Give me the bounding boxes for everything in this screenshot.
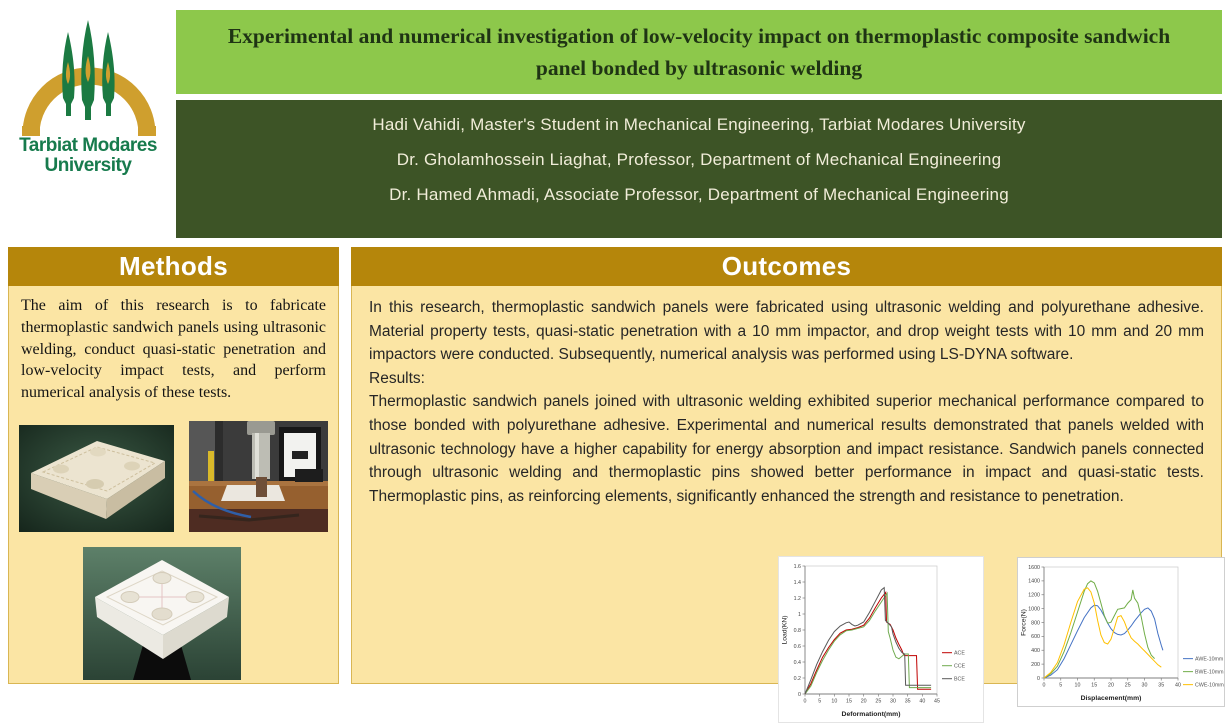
svg-text:20: 20 bbox=[1108, 682, 1114, 689]
svg-text:45: 45 bbox=[934, 698, 940, 705]
svg-text:0.2: 0.2 bbox=[793, 675, 801, 682]
svg-text:10: 10 bbox=[1074, 682, 1081, 689]
svg-text:10: 10 bbox=[831, 698, 838, 705]
svg-text:1600: 1600 bbox=[1028, 564, 1040, 571]
university-name-line2: University bbox=[44, 155, 132, 176]
svg-text:15: 15 bbox=[846, 698, 852, 705]
svg-text:25: 25 bbox=[1124, 682, 1131, 689]
outcomes-body bbox=[351, 286, 1224, 718]
svg-text:Force(N): Force(N) bbox=[1020, 609, 1028, 636]
university-name-line1: Tarbiat Modares bbox=[19, 135, 157, 156]
svg-text:1200: 1200 bbox=[1028, 592, 1040, 599]
penetration-test-rig-photo bbox=[189, 421, 328, 532]
svg-text:AWE-10mm: AWE-10mm bbox=[1195, 656, 1224, 663]
svg-text:15: 15 bbox=[1091, 682, 1098, 689]
author-line-2: Dr. Gholamhossein Liaghat, Professor, Department of Mechanical Engineering bbox=[396, 150, 1002, 169]
author-line-3: Dr. Hamed Ahmadi, Associate Professor, Department of Mechanical Engineering bbox=[389, 185, 1009, 204]
svg-text:30: 30 bbox=[890, 698, 896, 705]
outcomes-header: Outcomes bbox=[351, 247, 1222, 286]
svg-text:1: 1 bbox=[798, 611, 801, 618]
outcomes-paragraph-3: Thermoplastic sandwich panels joined with ultrasonic welding exhibited superior mechanical performance compared to those bonded with polyurethane adhesive. Experimental and numerical results demonstrated that panels welded with ultrasonic technology have a higher capability for energy absorption and impact resistance. Sandwich panels connected through ultrasonic welding and thermoplastic pins showed better performance in impact and quasi-static tests. Thermoplastic pins, as reinforcing elements, significantly enhanced the strength and resistance to penetration. bbox=[369, 393, 1204, 505]
svg-text:600: 600 bbox=[1031, 634, 1040, 641]
load-deformation-chart bbox=[778, 556, 984, 723]
svg-text:ACE: ACE bbox=[954, 650, 965, 657]
svg-text:0: 0 bbox=[1042, 682, 1046, 689]
methods-text: The aim of this research is to fabricate thermoplastic sandwich panels using ultrasonic welding, conduct quasi-static penetration and low-velocity impact tests, and perform numerical analysis of these tests. bbox=[21, 297, 326, 402]
methods-section bbox=[8, 247, 339, 684]
svg-text:Displacement(mm): Displacement(mm) bbox=[1080, 695, 1142, 702]
svg-text:BCE: BCE bbox=[954, 676, 965, 683]
svg-text:0.4: 0.4 bbox=[793, 659, 801, 666]
svg-text:BWE-10mm: BWE-10mm bbox=[1195, 669, 1224, 676]
outcomes-paragraph-2: Results: bbox=[369, 369, 425, 387]
svg-text:20: 20 bbox=[860, 698, 867, 705]
svg-text:1000: 1000 bbox=[1028, 606, 1040, 613]
university-logo bbox=[0, 0, 176, 240]
sandwich-panel-on-stand-photo bbox=[83, 547, 241, 680]
svg-text:0: 0 bbox=[803, 698, 807, 705]
poster-title: Experimental and numerical investigation of low-velocity impact on thermoplastic composite sandwich panel bonded by ultrasonic welding bbox=[227, 23, 1171, 80]
university-logo-icon bbox=[13, 14, 163, 142]
svg-text:35: 35 bbox=[1158, 682, 1165, 689]
svg-text:30: 30 bbox=[1141, 682, 1148, 689]
university-name bbox=[19, 136, 157, 176]
svg-text:25: 25 bbox=[875, 698, 882, 705]
methods-header: Methods bbox=[8, 247, 339, 286]
svg-text:0: 0 bbox=[1037, 675, 1040, 682]
svg-text:200: 200 bbox=[1031, 661, 1040, 668]
author-line-1: Hadi Vahidi, Master's Student in Mechanical Engineering, Tarbiat Modares University bbox=[372, 115, 1026, 134]
outcomes-text bbox=[369, 296, 1204, 508]
svg-text:1.2: 1.2 bbox=[793, 595, 801, 602]
svg-text:0.8: 0.8 bbox=[793, 627, 801, 634]
svg-text:0: 0 bbox=[798, 691, 801, 698]
svg-text:1400: 1400 bbox=[1028, 578, 1040, 585]
svg-text:1.6: 1.6 bbox=[793, 563, 801, 570]
svg-text:40: 40 bbox=[919, 698, 926, 705]
force-displacement-chart bbox=[1017, 557, 1225, 707]
svg-text:0.6: 0.6 bbox=[793, 643, 801, 650]
outcomes-section bbox=[351, 247, 1224, 718]
methods-body bbox=[8, 286, 339, 684]
sandwich-panel-photo bbox=[19, 425, 174, 532]
svg-text:Load(KN): Load(KN) bbox=[781, 615, 789, 645]
svg-text:800: 800 bbox=[1031, 620, 1040, 627]
svg-text:CWE-10mm: CWE-10mm bbox=[1195, 682, 1224, 689]
poster-title-bar bbox=[176, 10, 1222, 94]
svg-text:35: 35 bbox=[904, 698, 911, 705]
svg-text:Deformationt(mm): Deformationt(mm) bbox=[841, 711, 901, 718]
svg-text:CCE: CCE bbox=[954, 663, 966, 670]
outcomes-paragraph-1: In this research, thermoplastic sandwich panels were fabricated using ultrasonic welding and polyurethane adhesive. Material property tests, quasi-static penetration with a 10 mm impactor, and drop weight tests with 10 mm and 20 mm impactors were conducted. Subsequently, numerical analysis was performed using LS-DYNA software. bbox=[369, 299, 1204, 364]
svg-text:5: 5 bbox=[1059, 682, 1063, 689]
svg-text:40: 40 bbox=[1175, 682, 1181, 689]
svg-text:400: 400 bbox=[1031, 648, 1040, 655]
svg-text:1.4: 1.4 bbox=[793, 579, 801, 586]
authors-banner bbox=[176, 100, 1222, 238]
svg-text:5: 5 bbox=[818, 698, 822, 705]
